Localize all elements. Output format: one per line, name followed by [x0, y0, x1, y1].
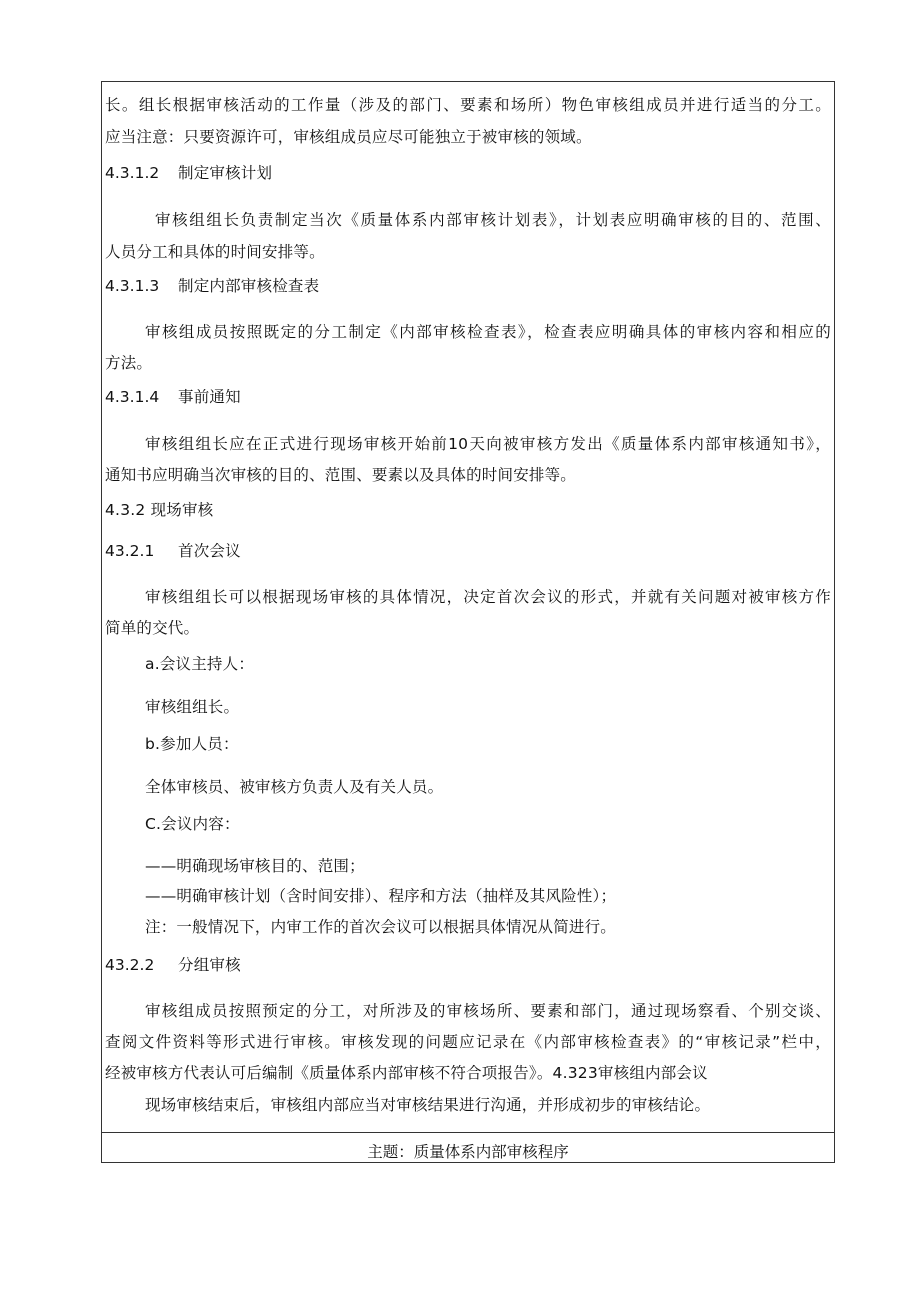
- section-number: 43.2.2: [105, 956, 155, 974]
- list-item: ——明确现场审核目的、范围；: [145, 857, 365, 875]
- document-frame: [101, 81, 835, 1163]
- paragraph-line: 经被审核方代表认可后编制《质量体系内部审核不符合项报告》。4.323审核组内部会议: [105, 1064, 708, 1082]
- list-label: C.会议内容：: [145, 815, 240, 833]
- footer-subject: 主题：质量体系内部审核程序: [367, 1143, 569, 1161]
- section-title: 制定内部审核检查表: [178, 277, 320, 295]
- paragraph-line: 简单的交代。: [105, 619, 200, 637]
- list-value: 全体审核员、被审核方负责人及有关人员。: [145, 778, 444, 796]
- paragraph-line: 应当注意：只要资源许可，审核组成员应尽可能独立于被审核的领域。: [105, 128, 592, 146]
- paragraph-line: 通知书应明确当次审核的目的、范围、要素以及具体的时间安排等。: [105, 466, 577, 484]
- paragraph-line: 方法。: [105, 354, 153, 372]
- note-line: 注：一般情况下，内审工作的首次会议可以根据具体情况从简进行。: [145, 918, 617, 936]
- list-label: a.会议主持人：: [145, 655, 255, 673]
- list-item: ——明确审核计划（含时间安排）、程序和方法（抽样及其风险性）；: [145, 887, 617, 905]
- paragraph-line: 审核组成员按照预定的分工，对所涉及的审核场所、要素和部门，通过现场察看、个别交谈、: [145, 1002, 831, 1020]
- section-number: 4.3.1.3: [105, 277, 160, 295]
- paragraph-line: 审核组组长可以根据现场审核的具体情况，决定首次会议的形式，并就有关问题对被审核方作: [145, 588, 831, 606]
- section-heading: 4.3.2 现场审核: [105, 501, 214, 519]
- paragraph-line: 长。组长根据审核活动的工作量（涉及的部门、要素和场所）物色审核组成员并进行适当的分工。: [105, 96, 831, 114]
- paragraph-line: 审核组成员按照既定的分工制定《内部审核检查表》，检查表应明确具体的审核内容和相应的: [145, 323, 831, 341]
- section-title: 分组审核: [178, 956, 241, 974]
- section-title: 首次会议: [178, 542, 241, 560]
- paragraph-line: 审核组组长应在正式进行现场审核开始前10天向被审核方发出《质量体系内部审核通知书》，: [145, 435, 831, 453]
- section-number: 4.3.1.2: [105, 164, 160, 182]
- paragraph-line: 审核组组长负责制定当次《质量体系内部审核计划表》，计划表应明确审核的目的、范围、: [155, 211, 831, 229]
- list-value: 审核组组长。: [145, 698, 240, 716]
- section-number: 4.3.1.4: [105, 388, 160, 406]
- section-number: 43.2.1: [105, 542, 155, 560]
- paragraph-line: 查阅文件资料等形式进行审核。审核发现的问题应记录在《内部审核检查表》的“审核记录”栏中，: [105, 1033, 831, 1051]
- section-title: 制定审核计划: [178, 164, 273, 182]
- paragraph-line: 现场审核结束后，审核组内部应当对审核结果进行沟通，并形成初步的审核结论。: [145, 1096, 711, 1114]
- section-title: 事前通知: [178, 388, 241, 406]
- list-label: b.参加人员：: [145, 735, 239, 753]
- paragraph-line: 人员分工和具体的时间安排等。: [105, 243, 325, 261]
- footer-divider: [102, 1132, 834, 1133]
